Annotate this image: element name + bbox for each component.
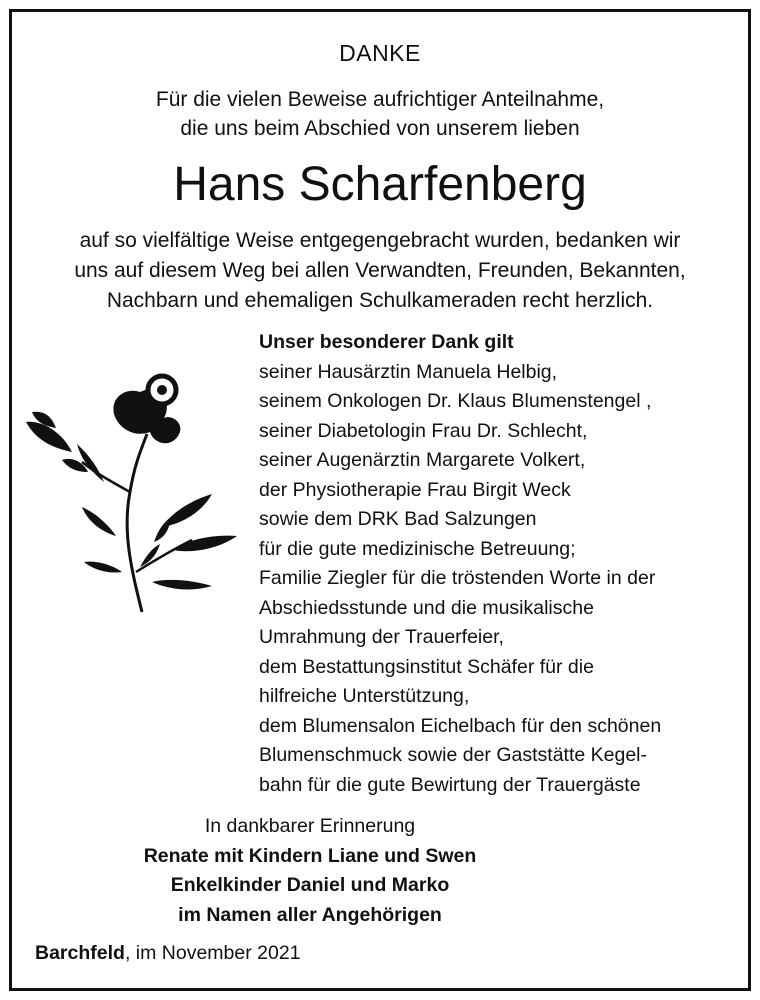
thanks-line: für die gute medizinische Betreuung;	[259, 537, 576, 560]
thanks-line: Familie Ziegler für die tröstenden Worte in der	[259, 567, 656, 589]
deceased-name: Hans Scharfenberg	[173, 158, 587, 211]
thanks-line: Umrahmung der Trauerfeier,	[259, 626, 504, 648]
thanks-line: seiner Diabetologin Frau Dr. Schlecht,	[259, 419, 588, 442]
thanks-line: Blumenschmuck sowie der Gaststätte Kegel-	[259, 744, 648, 766]
date-text: , im November 2021	[124, 942, 301, 964]
thanks-line: seiner Augenärztin Margarete Volkert,	[259, 449, 586, 471]
place-name: Barchfeld	[35, 942, 125, 964]
thanks-line: der Physiotherapie Frau Birgit Weck	[259, 478, 571, 501]
thanks-line: dem Blumensalon Eichelbach für den schönen	[259, 714, 662, 737]
heading: DANKE	[339, 40, 421, 66]
intro-line: Für die vielen Beweise aufrichtiger Anteilnahme,	[155, 88, 605, 111]
place-date	[35, 942, 301, 965]
thanks-line: Abschiedsstunde und die musikalische	[259, 596, 594, 619]
thanks-line: seinem Onkologen Dr. Klaus Blumenstengel ,	[259, 390, 652, 412]
closing-line: In dankbarer Erinnerung	[204, 815, 416, 837]
signer-line: Renate mit Kindern Liane und Swen	[143, 844, 477, 867]
thanks-list	[259, 328, 739, 800]
intro-line: die uns beim Abschied von unserem lieben	[180, 117, 580, 140]
thanks-line: bahn für die gute Bewirtung der Trauergäste	[259, 773, 641, 796]
body-line: uns auf diesem Weg bei allen Verwandten, Freunden, Bekannten,	[74, 259, 686, 282]
intro-text	[0, 85, 760, 143]
signer-line: Enkelkinder Daniel und Marko	[170, 874, 450, 896]
thanks-line: sowie dem DRK Bad Salzungen	[259, 508, 537, 530]
thanks-line: seiner Hausärztin Manuela Helbig,	[259, 360, 558, 383]
body-line: auf so vielfältige Weise entgegengebracht wurden, bedanken wir	[79, 229, 681, 252]
rose-icon	[22, 372, 242, 622]
body-text	[0, 226, 760, 316]
closing-block	[0, 812, 760, 930]
body-line: Nachbarn und ehemaligen Schulkameraden recht herzlich.	[106, 289, 654, 312]
thanks-line: hilfreiche Unterstützung,	[259, 685, 470, 707]
signer-line: im Namen aller Angehörigen	[178, 903, 442, 926]
thanks-line: dem Bestattungsinstitut Schäfer für die	[259, 655, 594, 678]
thanks-intro: Unser besonderer Dank gilt	[259, 331, 514, 353]
